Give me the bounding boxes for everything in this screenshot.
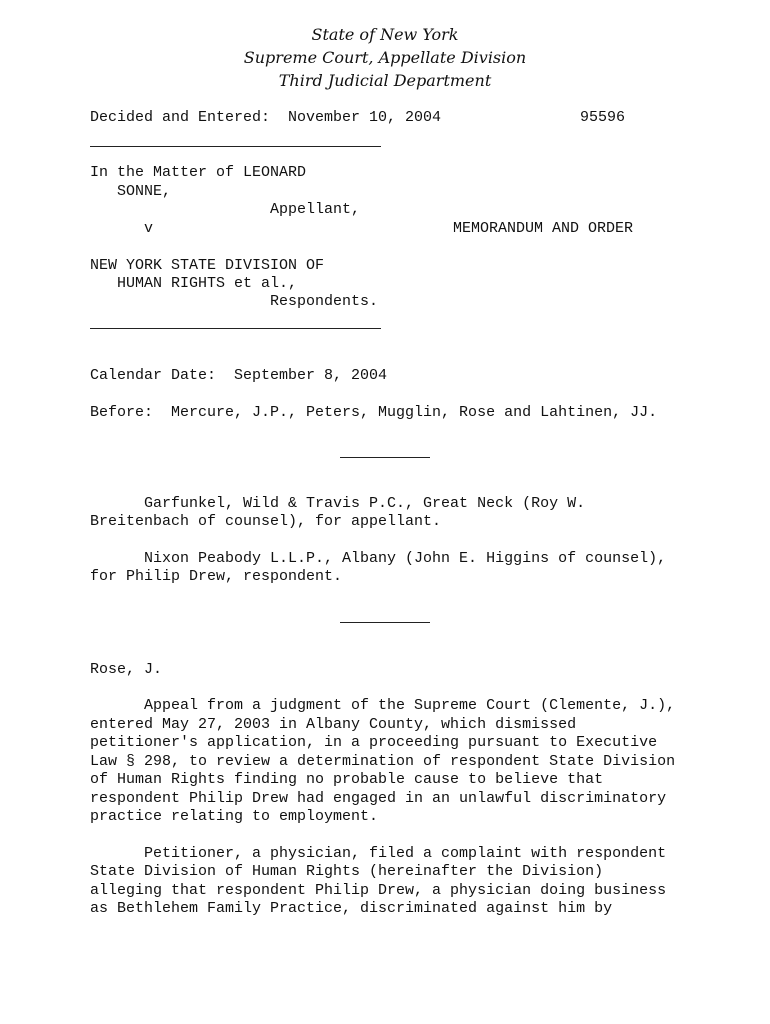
caption-bottom-rule bbox=[90, 328, 381, 329]
respondent-role: Respondents. bbox=[90, 293, 379, 310]
calendar-date: Calendar Date: September 8, 2004 bbox=[90, 367, 388, 384]
para2-line: Petitioner, a physician, filed a complaint with respondent bbox=[90, 845, 667, 862]
para2-line: alleging that respondent Philip Drew, a physician doing business bbox=[90, 882, 667, 899]
para1-line: respondent Philip Drew had engaged in an unlawful discriminatory bbox=[90, 790, 667, 807]
petitioner-role: Appellant, bbox=[90, 201, 361, 218]
opinion-author: Rose, J. bbox=[90, 661, 163, 678]
respondent-name-line2: HUMAN RIGHTS et al., bbox=[90, 275, 298, 292]
para1-line: practice relating to employment. bbox=[90, 808, 379, 825]
para1-line: petitioner's application, in a proceeding pursuant to Executive bbox=[90, 734, 658, 751]
section-divider-1 bbox=[340, 457, 430, 458]
para2-line: as Bethlehem Family Practice, discriminated against him by bbox=[90, 900, 613, 917]
bench-panel: Before: Mercure, J.P., Peters, Mugglin, Rose and Lahtinen, JJ. bbox=[90, 404, 658, 421]
respondent-counsel-line2: for Philip Drew, respondent. bbox=[90, 568, 343, 585]
para1-line: of Human Rights finding no probable cause to believe that bbox=[90, 771, 604, 788]
decided-date: Decided and Entered: November 10, 2004 bbox=[90, 109, 442, 126]
para2-line: State Division of Human Rights (hereinafter the Division) bbox=[90, 863, 604, 880]
court-name: State of New York bbox=[311, 25, 459, 44]
petitioner-name-line2: SONNE, bbox=[90, 183, 172, 200]
respondent-name-line1: NEW YORK STATE DIVISION OF bbox=[90, 257, 325, 274]
appellant-counsel-line1: Garfunkel, Wild & Travis P.C., Great Neck (Roy W. bbox=[90, 495, 586, 512]
petitioner-name-line1: In the Matter of LEONARD bbox=[90, 164, 307, 181]
court-division: Supreme Court, Appellate Division bbox=[243, 48, 527, 67]
court-department: Third Judicial Department bbox=[278, 71, 492, 90]
appellant-counsel-line2: Breitenbach of counsel), for appellant. bbox=[90, 513, 442, 530]
respondent-counsel-line1: Nixon Peabody L.L.P., Albany (John E. Higgins of counsel), bbox=[90, 550, 667, 567]
section-divider-2 bbox=[340, 622, 430, 623]
versus-label: v bbox=[90, 220, 154, 237]
caption-top-rule bbox=[90, 146, 381, 147]
docket-number: 95596 bbox=[580, 109, 626, 126]
para1-line: Appeal from a judgment of the Supreme Court (Clemente, J.), bbox=[90, 697, 676, 714]
order-type: MEMORANDUM AND ORDER bbox=[453, 220, 634, 237]
para1-line: Law § 298, to review a determination of respondent State Division bbox=[90, 753, 676, 770]
para1-line: entered May 27, 2003 in Albany County, which dismissed bbox=[90, 716, 577, 733]
